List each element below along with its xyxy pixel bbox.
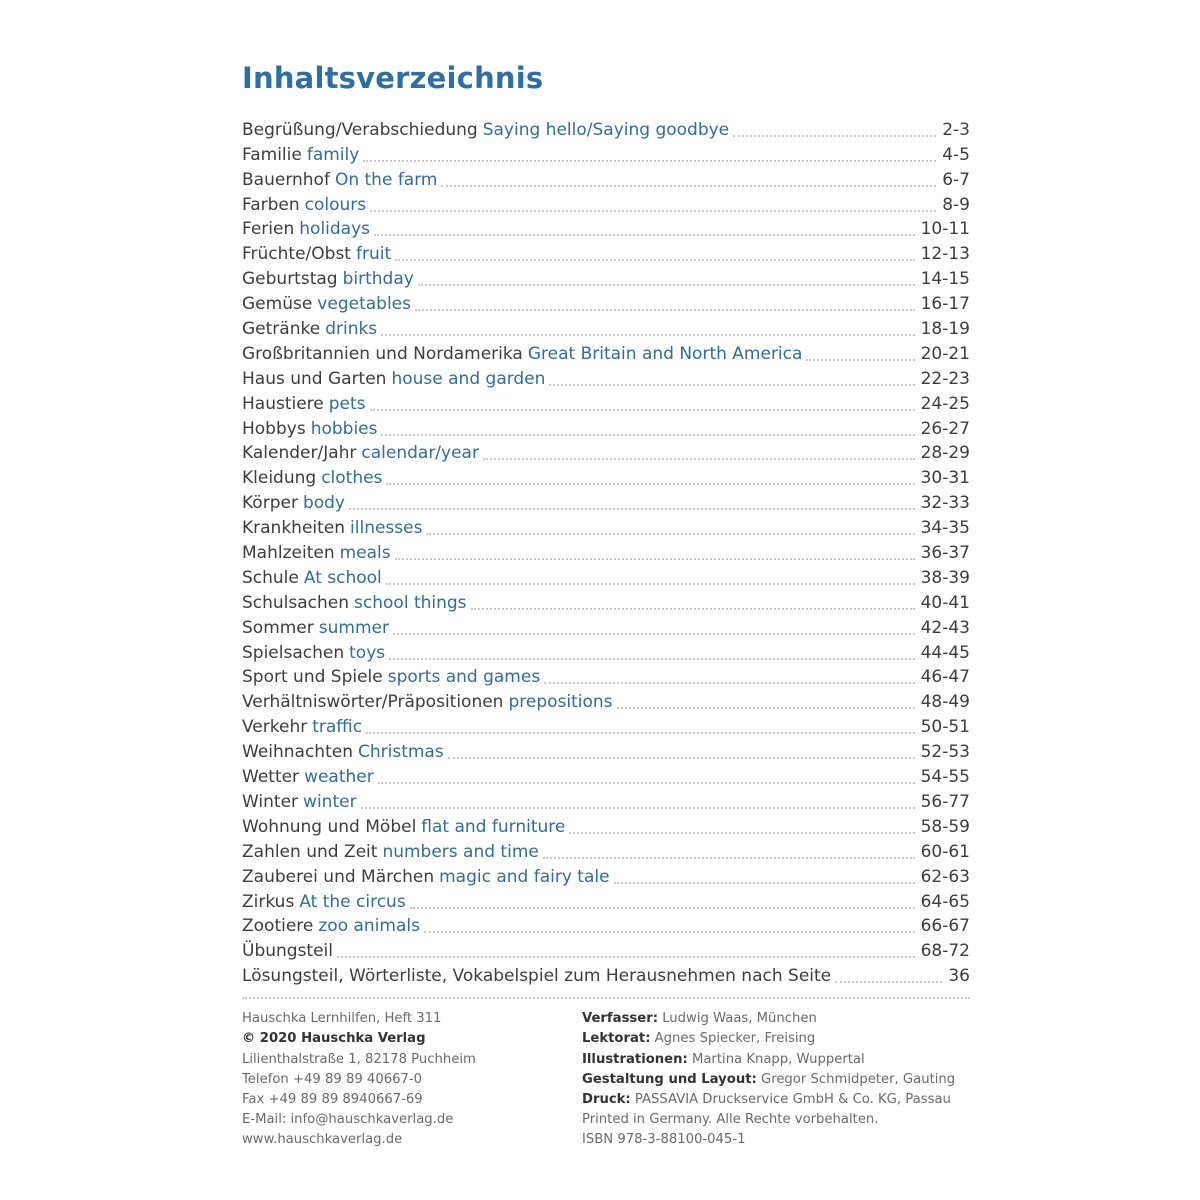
leader-dots	[549, 384, 914, 386]
toc-german-title: Wetter	[242, 767, 300, 788]
toc-german-title: Familie	[242, 144, 302, 165]
toc-english-title: family	[306, 144, 360, 165]
imprint-line: www.hauschkaverlag.de	[242, 1132, 403, 1148]
toc-entry	[242, 888, 970, 913]
toc-english-title: At the circus	[299, 891, 406, 912]
toc-entry	[242, 838, 970, 863]
toc-german-title: Kleidung	[242, 468, 317, 489]
leader-dots	[370, 210, 936, 212]
credit-value: Ludwig Waas, München	[658, 1011, 817, 1027]
toc-english-title: magic and fairy tale	[439, 866, 610, 887]
leader-dots	[381, 334, 914, 336]
toc-english-title: calendar/year	[361, 443, 479, 464]
leader-dots	[569, 832, 914, 834]
toc-german-title: Haus und Garten	[242, 368, 387, 389]
toc-entry	[242, 639, 970, 664]
credit-line	[582, 1110, 982, 1130]
leader-dots	[337, 956, 915, 958]
leader-dots	[366, 732, 915, 734]
credit-line	[582, 1029, 982, 1049]
toc-english-title: fruit	[355, 244, 392, 265]
toc-page-range: 12-13	[920, 244, 970, 265]
toc-entry	[242, 265, 970, 290]
toc-english-title: meals	[339, 543, 391, 564]
toc-entry	[242, 141, 970, 166]
leader-dots	[448, 757, 915, 759]
toc-page-range: 62-63	[920, 866, 970, 887]
toc-entry	[242, 937, 970, 962]
toc-entry	[242, 763, 970, 788]
toc-english-title: body	[302, 493, 345, 514]
toc-page-range: 42-43	[920, 617, 970, 638]
toc-entry	[242, 664, 970, 689]
toc-page-range: 4-5	[942, 144, 970, 165]
toc-english-title: winter	[303, 791, 357, 812]
leader-dots	[374, 234, 915, 236]
imprint-line: Lilienthalstraße 1, 82178 Puchheim	[242, 1051, 476, 1067]
credit-value: Martina Knapp, Wuppertal	[687, 1051, 865, 1067]
leader-dots	[363, 160, 936, 162]
toc-german-title: Kalender/Jahr	[242, 443, 357, 464]
toc-english-title: vegetables	[317, 294, 411, 315]
toc-german-title: Geburtstag	[242, 269, 338, 290]
toc-german-title: Zootiere	[242, 916, 314, 937]
toc-german-title: Früchte/Obst	[242, 244, 351, 265]
toc-german-title: Schule	[242, 567, 299, 588]
toc-english-title: zoo animals	[318, 916, 420, 937]
toc-german-title: Farben	[242, 194, 300, 215]
toc-english-title: traffic	[312, 717, 363, 738]
toc-german-title: Lösungsteil, Wörterliste, Vokabelspiel zum Herausnehmen nach Seite	[242, 966, 832, 987]
leader-dots	[410, 907, 915, 909]
toc-entry	[242, 415, 970, 440]
toc-german-title: Winter	[242, 791, 299, 812]
leader-dots	[361, 807, 915, 809]
toc-german-title: Hobbys	[242, 418, 306, 439]
credit-label: Gestaltung und Layout:	[582, 1071, 757, 1087]
toc-english-title: weather	[304, 767, 374, 788]
toc-german-title: Schulsachen	[242, 592, 350, 613]
toc-page-range: 46-47	[920, 667, 970, 688]
credit-line	[582, 1009, 982, 1029]
toc-entry	[242, 489, 970, 514]
leader-dots	[441, 185, 936, 187]
toc-entry	[242, 539, 970, 564]
imprint-line: Hauschka Lernhilfen, Heft 311	[242, 1011, 442, 1027]
imprint-line: Fax +49 89 89 8940667-69	[242, 1091, 423, 1107]
toc-page-range: 10-11	[920, 219, 970, 240]
toc-page-range: 30-31	[920, 468, 970, 489]
toc-entry	[242, 614, 970, 639]
toc-page-range: 8-9	[942, 194, 970, 215]
toc-english-title: toys	[349, 642, 386, 663]
toc-english-title: clothes	[321, 468, 383, 489]
toc-entry	[242, 464, 970, 489]
toc-page-range: 18-19	[920, 319, 970, 340]
toc-page-range: 20-21	[920, 343, 970, 364]
leader-dots	[418, 284, 915, 286]
credit-label: Druck:	[582, 1091, 631, 1107]
toc-page-range: 50-51	[920, 717, 970, 738]
imprint-line: Telefon +49 89 89 40667-0	[242, 1071, 423, 1087]
toc-list	[242, 116, 970, 987]
toc-page-range: 68-72	[920, 941, 970, 962]
leader-dots	[378, 782, 915, 784]
leader-dots	[483, 458, 915, 460]
leader-dots	[389, 658, 914, 660]
leader-dots	[806, 359, 914, 361]
toc-english-title: numbers and time	[382, 841, 539, 862]
toc-page-range: 28-29	[920, 443, 970, 464]
toc-german-title: Zirkus	[242, 891, 295, 912]
credit-value: PASSAVIA Druckservice GmbH & Co. KG, Passau	[630, 1091, 951, 1107]
leader-dots	[614, 882, 915, 884]
toc-english-title: house and garden	[391, 368, 546, 389]
toc-entry	[242, 713, 970, 738]
toc-entry	[242, 788, 970, 813]
page-title: Inhaltsverzeichnis	[242, 61, 544, 95]
toc-english-title: At school	[303, 567, 382, 588]
toc-german-title: Sommer	[242, 617, 314, 638]
divider	[242, 997, 970, 999]
toc-page-range: 38-39	[920, 567, 970, 588]
leader-dots	[393, 633, 915, 635]
toc-english-title: illnesses	[350, 518, 423, 539]
credit-value: Printed in Germany. Alle Rechte vorbehalten.	[582, 1112, 879, 1128]
toc-page-range: 14-15	[920, 269, 970, 290]
toc-german-title: Haustiere	[242, 393, 324, 414]
toc-page-range: 48-49	[920, 692, 970, 713]
toc-entry	[242, 216, 970, 241]
credit-value: Gregor Schmidpeter, Gauting	[756, 1071, 956, 1087]
toc-entry	[242, 863, 970, 888]
credit-value: Agnes Spiecker, Freising	[650, 1031, 816, 1047]
toc-english-title: flat and furniture	[421, 816, 566, 837]
toc-german-title: Wohnung und Möbel	[242, 816, 417, 837]
toc-german-title: Ferien	[242, 219, 295, 240]
toc-entry	[242, 191, 970, 216]
toc-entry	[242, 962, 970, 987]
toc-page-range: 66-67	[920, 916, 970, 937]
toc-german-title: Zauberei und Märchen	[242, 866, 435, 887]
leader-dots	[424, 931, 915, 933]
credit-line	[582, 1090, 982, 1110]
toc-english-title: On the farm	[334, 169, 438, 190]
toc-english-title: drinks	[325, 319, 378, 340]
toc-german-title: Weihnachten	[242, 742, 353, 763]
leader-dots	[386, 483, 914, 485]
toc-page-range: 22-23	[920, 368, 970, 389]
leader-dots	[386, 583, 915, 585]
toc-english-title: Christmas	[357, 742, 444, 763]
toc-german-title: Begrüßung/Verabschiedung	[242, 119, 478, 140]
toc-english-title: holidays	[299, 219, 371, 240]
toc-german-title: Mahlzeiten	[242, 543, 335, 564]
leader-dots	[370, 409, 915, 411]
toc-english-title: pets	[328, 393, 366, 414]
toc-english-title: birthday	[342, 269, 414, 290]
credit-line	[582, 1130, 982, 1150]
imprint-line: © 2020 Hauschka Verlag	[242, 1031, 426, 1047]
toc-english-title: hobbies	[310, 418, 378, 439]
toc-english-title: prepositions	[508, 692, 613, 713]
credit-line	[582, 1050, 982, 1070]
toc-entry	[242, 688, 970, 713]
toc-entry	[242, 240, 970, 265]
imprint-publisher	[242, 1009, 572, 1150]
toc-page-range: 54-55	[920, 767, 970, 788]
credit-line	[582, 1070, 982, 1090]
toc-page-range: 36	[948, 966, 970, 987]
toc-entry	[242, 340, 970, 365]
toc-page-range: 16-17	[920, 294, 970, 315]
toc-page-range: 32-33	[920, 493, 970, 514]
leader-dots	[543, 857, 915, 859]
toc-page-range: 64-65	[920, 891, 970, 912]
toc-entry	[242, 514, 970, 539]
toc-page-range: 36-37	[920, 543, 970, 564]
toc-page-range: 26-27	[920, 418, 970, 439]
toc-entry	[242, 589, 970, 614]
toc-page-range: 34-35	[920, 518, 970, 539]
toc-entry	[242, 564, 970, 589]
toc-page-range: 44-45	[920, 642, 970, 663]
toc-page	[242, 58, 970, 1148]
credit-label: Verfasser:	[582, 1011, 658, 1027]
imprint-line: E-Mail: info@hauschkaverlag.de	[242, 1112, 454, 1128]
toc-english-title: summer	[318, 617, 389, 638]
leader-dots	[471, 608, 915, 610]
toc-page-range: 52-53	[920, 742, 970, 763]
toc-german-title: Bauernhof	[242, 169, 330, 190]
toc-page-range: 56-77	[920, 791, 970, 812]
toc-german-title: Getränke	[242, 319, 321, 340]
toc-german-title: Zahlen und Zeit	[242, 841, 378, 862]
toc-german-title: Gemüse	[242, 294, 313, 315]
toc-page-range: 40-41	[920, 592, 970, 613]
toc-german-title: Verkehr	[242, 717, 308, 738]
imprint-credits	[582, 1009, 982, 1150]
toc-entry	[242, 166, 970, 191]
leader-dots	[617, 707, 915, 709]
toc-page-range: 58-59	[920, 816, 970, 837]
toc-english-title: colours	[304, 194, 367, 215]
toc-german-title: Spielsachen	[242, 642, 345, 663]
credit-label: Lektorat:	[582, 1031, 651, 1047]
toc-page-range: 2-3	[942, 119, 970, 140]
toc-entry	[242, 290, 970, 315]
leader-dots	[415, 309, 915, 311]
toc-entry	[242, 738, 970, 763]
credit-value: ISBN 978-3-88100-045-1	[582, 1132, 746, 1148]
toc-entry	[242, 365, 970, 390]
leader-dots	[733, 135, 936, 137]
toc-entry	[242, 913, 970, 938]
leader-dots	[381, 434, 914, 436]
toc-german-title: Körper	[242, 493, 298, 514]
toc-entry	[242, 813, 970, 838]
toc-entry	[242, 390, 970, 415]
toc-german-title: Sport und Spiele	[242, 667, 383, 688]
leader-dots	[426, 533, 914, 535]
toc-entry	[242, 116, 970, 141]
leader-dots	[395, 558, 915, 560]
toc-german-title: Krankheiten	[242, 518, 346, 539]
toc-page-range: 24-25	[920, 393, 970, 414]
credit-label: Illustrationen:	[582, 1051, 688, 1067]
leader-dots	[835, 981, 942, 983]
toc-entry	[242, 440, 970, 465]
toc-page-range: 60-61	[920, 841, 970, 862]
toc-entry	[242, 315, 970, 340]
leader-dots	[349, 508, 915, 510]
toc-german-title: Großbritannien und Nordamerika	[242, 343, 523, 364]
toc-page-range: 6-7	[942, 169, 970, 190]
toc-german-title: Übungsteil	[242, 941, 334, 962]
toc-english-title: school things	[354, 592, 467, 613]
toc-english-title: Great Britain and North America	[527, 343, 803, 364]
toc-english-title: Saying hello/Saying goodbye	[482, 119, 730, 140]
toc-english-title: sports and games	[387, 667, 541, 688]
leader-dots	[395, 259, 914, 261]
toc-german-title: Verhältniswörter/Präpositionen	[242, 692, 504, 713]
leader-dots	[544, 682, 914, 684]
